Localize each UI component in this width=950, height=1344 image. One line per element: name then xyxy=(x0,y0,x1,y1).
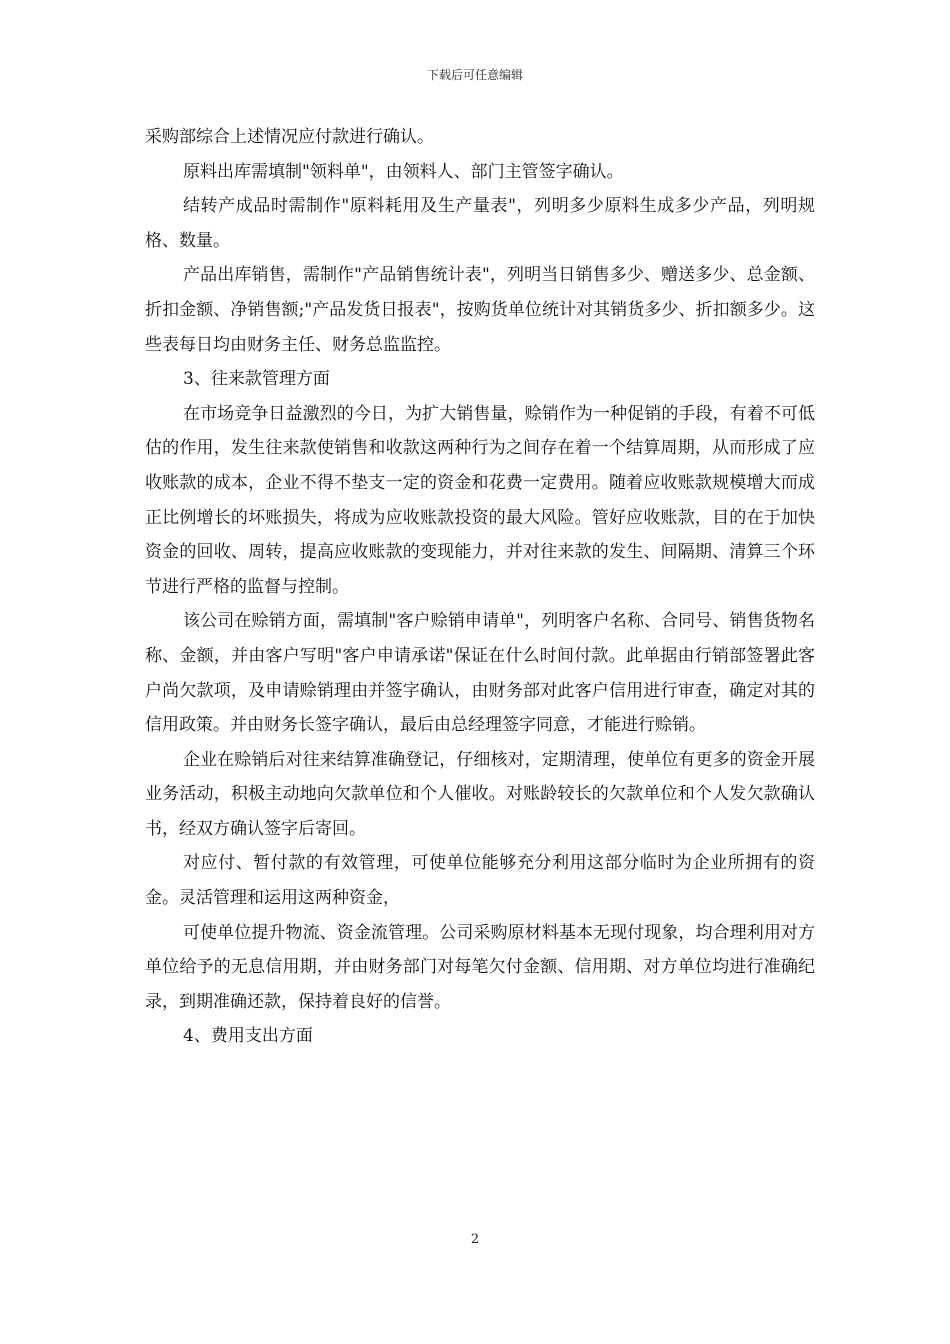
paragraph: 原料出库需填制"领料单"，由领料人、部门主管签字确认。 xyxy=(183,161,624,182)
page-header: 下载后可任意编辑 xyxy=(426,68,523,82)
paragraph: 在市场竞争日益激烈的今日，为扩大销售量，赊销作为一种促销的手段，有着不可低估的作用，发生往来款使销售和收款这两种行为之间存在着一个结算周期，从而形成了应收账款的成本，企业不得不垫支一定的资金和花费一定费用。随着应收账款规模增大而成正比例增长的坏账损失，将成为应收账款投资的最大风险。管好应收账款，目的在于加快资金的回收、周转，提高应收账款的变现能力，并对往来款的发生、间隔期、清算三个环节进行严格的监督与控制。 xyxy=(145,403,815,597)
paragraph: 企业在赊销后对往来结算准确登记，仔细核对，定期清理，使单位有更多的资金开展业务活动，积极主动地向欠款单位和个人催收。对账龄较长的欠款单位和个人发欠款确认书，经双方确认签字后寄回。 xyxy=(145,749,815,839)
paragraph: 该公司在赊销方面，需填制"客户赊销申请单"，列明客户名称、合同号、销售货物名称、金额，并由客户写明"客户申请承诺"保证在什么时间付款。此单据由行销部签署此客户尚欠款项，及申请赊销理由并签字确认，由财务部对此客户信用进行审查，确定对其的信用政策。并由财务长签字确认，最后由总经理签字同意，才能进行赊销。 xyxy=(145,611,815,736)
paragraph: 结转产成品时需制作"原料耗用及生产量表"，列明多少原料生成多少产品，列明规格、数量。 xyxy=(145,196,815,251)
paragraph: 产品出库销售，需制作"产品销售统计表"，列明当日销售多少、赠送多少、总金额、折扣金额、净销售额;"产品发货日报表"，按购货单位统计对其销货多少、折扣额多少。这些表每日均由财务主任、财务总监监控。 xyxy=(145,265,815,355)
section-heading: 4、费用支出方面 xyxy=(183,1026,313,1047)
section-heading: 3、往来款管理方面 xyxy=(183,369,330,390)
paragraph: 采购部综合上述情况应付款进行确认。 xyxy=(145,127,434,147)
paragraph: 对应付、暂付款的有效管理，可使单位能够充分利用这部分临时为企业所拥有的资金。灵活管理和运用这两种资金， xyxy=(145,853,815,909)
document-body xyxy=(145,120,815,1054)
paragraph: 可使单位提升物流、资金流管理。公司采购原材料基本无现付现象，均合理利用对方单位给予的无息信用期，并由财务部门对每笔欠付金额、信用期、对方单位均进行准确纪录，到期准确还款，保持着良好的信誉。 xyxy=(145,922,815,1012)
page-number: 2 xyxy=(470,1232,480,1247)
